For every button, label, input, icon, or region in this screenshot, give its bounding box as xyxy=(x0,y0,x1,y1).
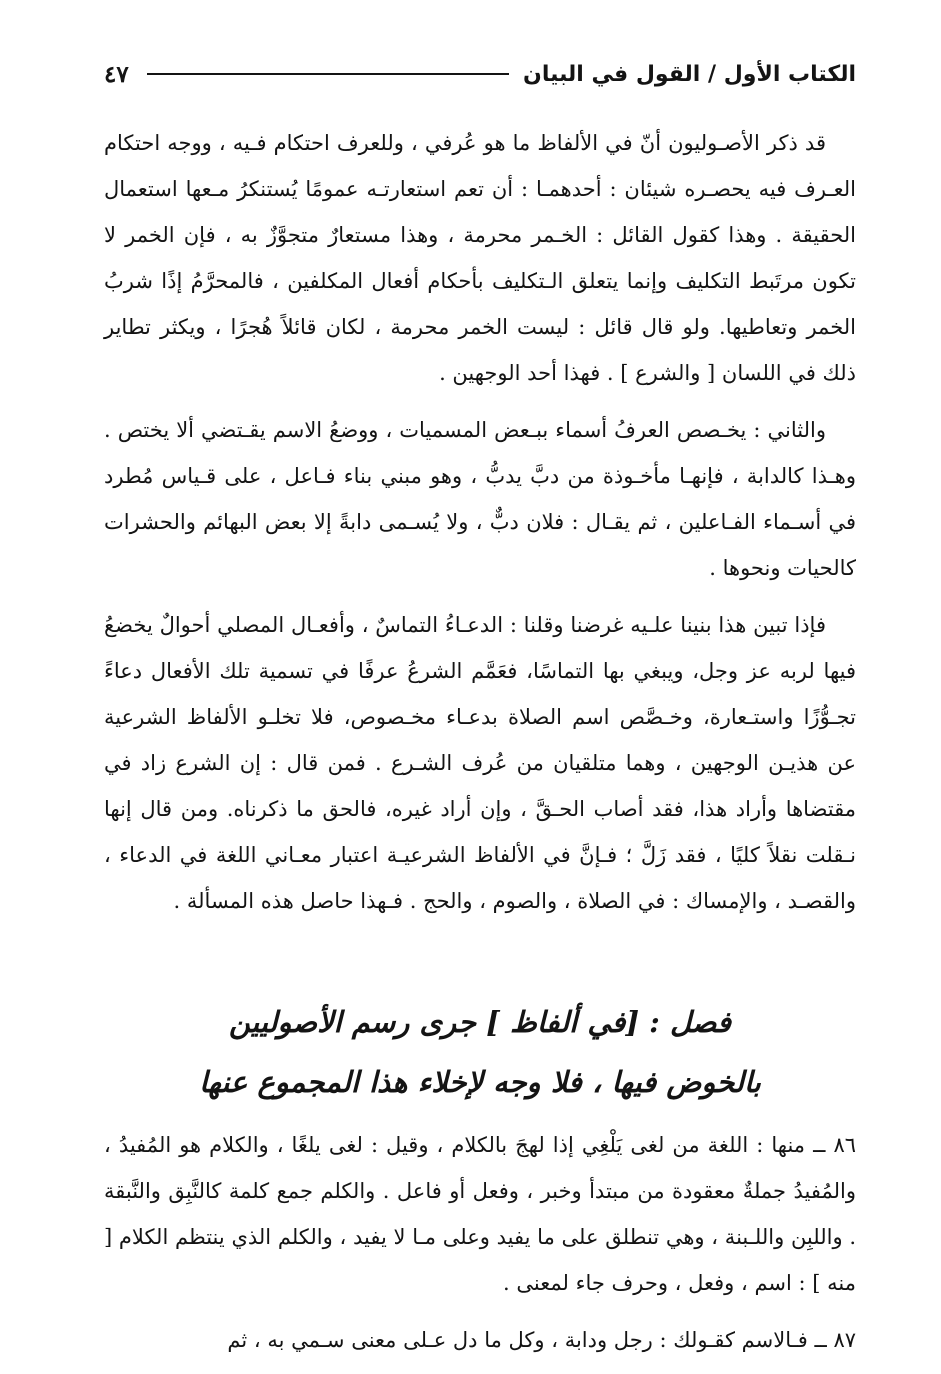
numbered-paragraphs xyxy=(104,1122,856,1363)
header-rule xyxy=(147,73,509,75)
page-body xyxy=(104,120,856,1374)
paragraph-urf-first-case: قد ذكر الأصـوليون أنّ في الألفاظ ما هو عُرفي ، وللعرف احتكام فـيه ، ووجه احتكام العـرف فيه يحصـره شيئان : أحدهمـا : أن تعم استعارتـه عمومًا يُستنكرُ مـعها استعمال الحقيقة . وهذا كقول القائل : الخـمر محرمة ، وهذا مستعارٌ متجوَّزٌ به ، فإن الخمر لا تكون مرتَبط التكليف وإنما يتعلق الـتكليف بأحكام أفعال المكلفين ، فالمحرَّمُ إذًا شربُ الخمر وتعاطيها. ولو قال قائل : ليست الخمر محرمة ، لكان قائلاً هُجرًا ، ويكثر تطاير ذلك في اللسان [ والشرع ] . فهذا أحد الوجهين . xyxy=(104,131,856,385)
section-heading-line-1: فصل : [في ألفاظ ] جرى رسم الأصوليين xyxy=(229,1005,731,1039)
running-title: الكتاب الأول / القول في البيان xyxy=(523,61,856,87)
section-heading-line-2: بالخوض فيها ، فلا وجه لإخلاء هذا المجموع عنها xyxy=(199,1065,761,1099)
page-header xyxy=(104,52,856,96)
numbered-paragraph-86: ٨٦ ــ منها : اللغة من لغى يَلْغِي إذا لهجَ بالكلام ، وقيل : لغى يلغًا ، والكلام هو المُفيدُ ، والمُفيدُ جملةٌ معقودة من مبتدأ وخبر ، وفعل أو فاعل . والكلم جمع كلمة كالنَّبِق والنَّبقة . واللبِن واللـبنة ، وهي تنطلق على ما يفيد وعلى مـا لا يفيد ، والكلم الذي ينتظم الكلام [ منه ] : اسم ، وفعل ، وحرف جاء لمعنى . xyxy=(104,1133,856,1295)
numbered-paragraph-87: ٨٧ ــ فـالاسم كقـولك : رجل ودابة ، وكل ما دل عـلى معنى سـمي به ، ثم xyxy=(227,1328,856,1352)
paragraph-sharia-terms: فإذا تبين هذا بنينا علـيه غرضنا وقلنا : الدعـاءُ التماسٌ ، وأفعـال المصلي أحوالٌ يخضعُ فيها لربه عز وجل، ويبغي بها التماسًا، فعَمَّم الشرعُ عرفًا في تسمية تلك الأفعال دعاءً تجـوُّزًا واستـعارة، وخـصَّص اسم الصلاة بدعـاء مخـصوص، فلا تخلـو الألفاظ الشرعية عن هذيـن الوجهين ، وهما متلقيان من عُرف الشـرع . فمن قال : إن الشرع زاد في مقتضاها وأراد هذا، فقد أصاب الحـقَّ ، وإن أراد غيره، فالحق ما ذكرناه. ومن قال إنها نـقلت نقلاً كليًا ، فقد زَلَّ ؛ فـإنَّ في الألفاظ الشرعيـة اعتبار معـاني اللغة في الدعاء ، والقصـد ، والإمساك : في الصلاة ، والصوم ، والحج . فـهذا حاصل هذه المسألة . xyxy=(104,613,856,913)
page-number: ٤٧ xyxy=(104,60,129,88)
paragraph-urf-second-case: والثاني : يخـصص العرفُ أسماء ببـعض المسميات ، ووضعُ الاسم يقـتضي ألا يختص . وهـذا كالدابة ، فإنهـا مأخـوذة من دبَّ يدبُّ ، وهو مبني بناء فـاعل ، على قـياس مُطرد في أسـماء الفـاعلين ، ثم يقـال : فلان دبٌّ ، ولا يُسـمى دابةً إلا بعض البهائم والحشرات كالحيات ونحوها . xyxy=(104,418,856,580)
